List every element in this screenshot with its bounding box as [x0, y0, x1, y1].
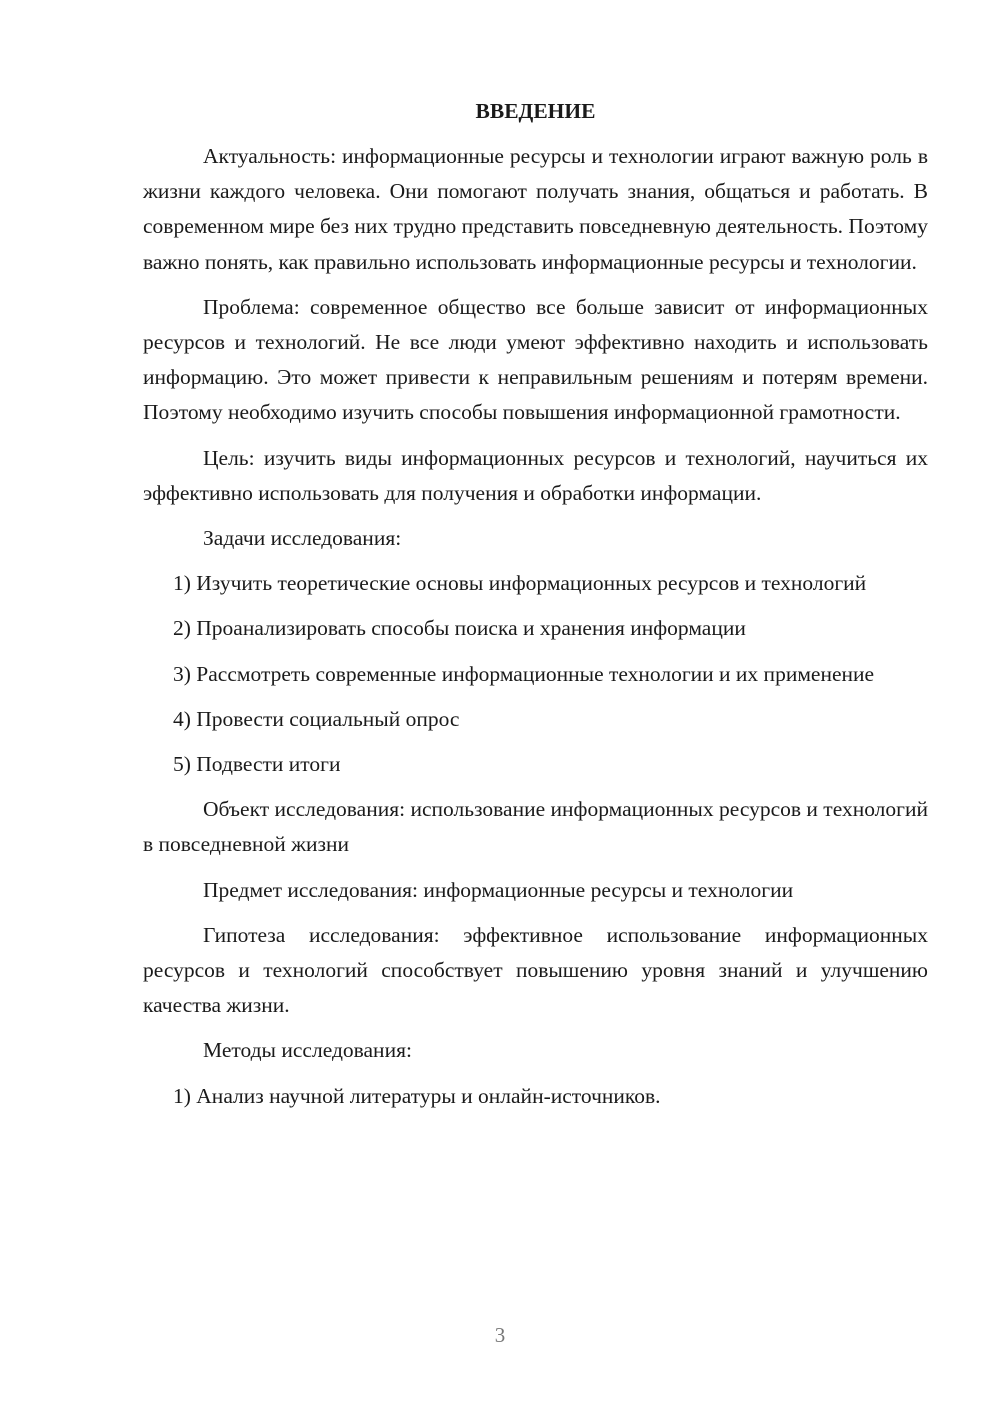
- section-title: ВВЕДЕНИЕ: [475, 99, 596, 123]
- task-item-5: 5) Подвести итоги: [173, 752, 341, 777]
- object-paragraph: Объект исследования: использование информационных ресурсов и технологий в повседневной жизни: [143, 797, 928, 857]
- task-item-1: 1) Изучить теоретические основы информационных ресурсов и технологий: [173, 571, 867, 596]
- task-item-3: 3) Рассмотреть современные информационные технологии и их применение: [173, 661, 875, 686]
- page-number: 3: [494, 1323, 506, 1347]
- tasks-heading: Задачи исследования:: [203, 526, 402, 551]
- problem-paragraph: Проблема: современное общество все больше зависит от информационных ресурсов и технологий. Не все люди умеют эффективно находить и использовать информацию. Это может привести к неправильным решениям и потерям времени. Поэтому необходимо изучить способы повышения информационной грамотности.: [143, 294, 928, 425]
- task-item-4: 4) Провести социальный опрос: [173, 706, 460, 731]
- method-item-1: 1) Анализ научной литературы и онлайн-источников.: [173, 1083, 661, 1108]
- methods-heading: Методы исследования:: [203, 1038, 412, 1063]
- task-item-2: 2) Проанализировать способы поиска и хранения информации: [173, 616, 746, 641]
- relevance-paragraph: Актуальность: информационные ресурсы и технологии играют важную роль в жизни каждого человека. Они помогают получать знания, общаться и работать. В современном мире без них трудно представить повседневную деятельность. Поэтому важно понять, как правильно использовать информационные ресурсы и технологии.: [143, 144, 928, 274]
- hypothesis-paragraph: Гипотеза исследования: эффективное использование информационных ресурсов и технологий способствует повышению уровня знаний и улучшению качества жизни.: [143, 922, 928, 1018]
- document-page: [143, 95, 928, 1124]
- goal-paragraph: Цель: изучить виды информационных ресурсов и технологий, научиться их эффективно использовать для получения и обработки информации.: [143, 445, 928, 505]
- subject-paragraph: Предмет исследования: информационные ресурсы и технологии: [203, 877, 794, 902]
